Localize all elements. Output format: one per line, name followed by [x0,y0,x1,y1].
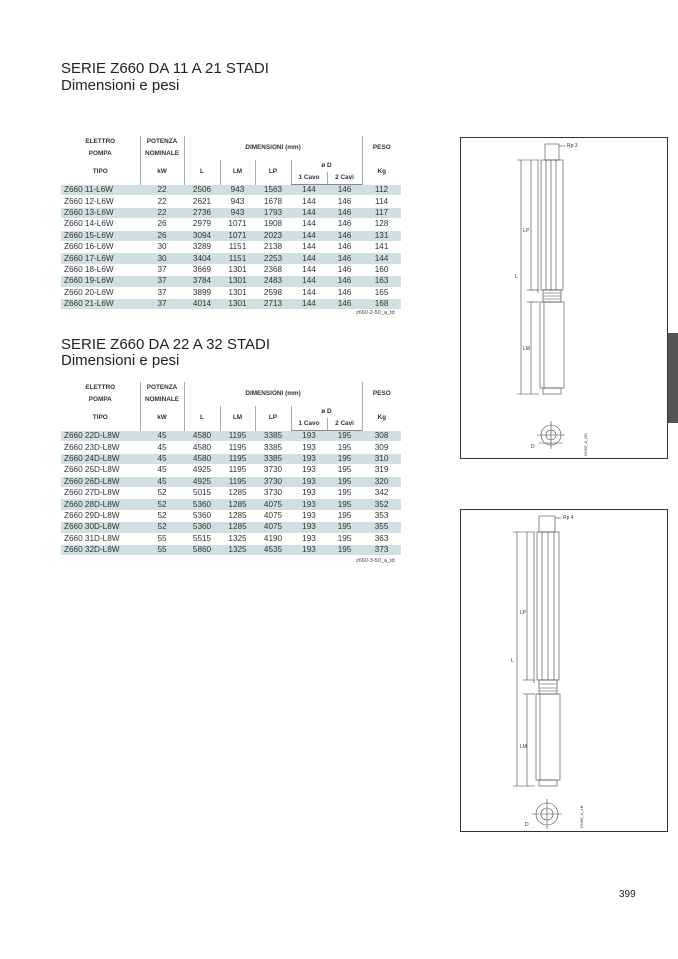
table-row [61,185,401,196]
table-cell: 22 [140,207,184,218]
table-cell: 52 [140,499,184,510]
table-cell: Z660 28D-L8W [61,499,140,510]
table1-code: z660-2-50_a_td [356,310,395,316]
table-cell: 195 [327,499,362,510]
section1-title: SERIE Z660 DA 11 A 21 STADI [61,60,269,77]
table-cell: 3730 [263,465,283,475]
table-cell: 30 [157,242,167,252]
table-cell: 193 [302,510,316,520]
table-cell: Z660 14-L6W [64,219,114,229]
table-cell: 1195 [228,465,247,475]
header-lm: LM [220,160,255,185]
header-peso: PESO [362,136,401,160]
table-cell: 195 [327,431,362,442]
table-cell: 3899 [192,287,212,297]
table-cell: 2253 [255,253,291,264]
table-cell: 144 [291,185,327,196]
table-cell: Z660 20-L6W [64,287,114,297]
table-cell: 45 [157,465,167,475]
table-cell: 943 [230,196,245,206]
table-cell: 146 [327,207,362,218]
table-cell: 195 [327,544,362,555]
table-row [61,544,401,555]
table-cell: 1301 [220,298,255,309]
rp-label-2: Rp 4 [563,515,574,521]
table-cell: 2621 [192,196,212,206]
table-cell: Z660 17-L6W [61,253,140,264]
table-cell: 1301 [228,287,247,297]
lm-label-1: LM [523,346,530,352]
table-cell: 195 [337,465,352,475]
table-cell: 5360 [192,510,212,520]
table-cell: 4580 [184,431,220,442]
rp-label-1: Rp 3 [567,143,578,149]
table-cell: 1325 [220,544,255,555]
header-1-cavo: 1 Cavo [291,172,327,185]
table-cell: 5515 [192,533,212,543]
section2-subtitle: Dimensioni e pesi [61,352,180,369]
table-cell: 3730 [263,488,283,498]
dimensions-table-1 [61,136,401,310]
table-cell: 193 [291,476,327,487]
table1-body [61,185,401,310]
table-cell: 26 [140,230,184,241]
table-cell: Z660 13-L6W [61,207,140,218]
header-2-cavi: 2 Cavi [327,418,362,431]
table-cell: 163 [362,276,401,287]
table-cell: 943 [220,185,255,196]
table-cell: 1285 [228,510,247,520]
table-cell: 5360 [184,522,220,533]
table-cell: 195 [337,510,352,520]
table-cell: 131 [362,230,401,241]
table-cell: 5015 [192,488,212,498]
table-cell: 195 [327,476,362,487]
table-cell: 2598 [263,287,283,297]
table-cell: 193 [291,431,327,442]
table-row [61,453,401,464]
table-cell: 30 [140,253,184,264]
table-cell: 1195 [220,431,255,442]
table-cell: 144 [291,253,327,264]
dimensions-table-2 [61,382,401,556]
table-cell: 128 [374,219,389,229]
header-lp: LP [255,160,291,185]
table-cell: 3094 [184,230,220,241]
table-cell: 1325 [228,533,247,543]
table-row [61,253,401,264]
d-label-2: D [525,822,529,828]
table-cell: 2138 [263,242,283,252]
table-cell: 22 [157,196,167,206]
table-row [61,510,401,521]
table-cell: 1151 [228,242,247,252]
table-cell: 160 [374,264,389,274]
header-nominale: NOMINALE [140,148,184,160]
table-cell: 144 [291,230,327,241]
table-cell: 2979 [192,219,212,229]
table-cell: 112 [362,185,401,196]
table-cell: 144 [302,196,316,206]
table2-code: z660-3-50_a_td [356,558,395,564]
table-cell: 1908 [263,219,283,229]
table-cell: 1285 [220,499,255,510]
table-cell: 1195 [220,453,255,464]
table-cell: 3784 [184,276,220,287]
table-cell: 144 [302,219,316,229]
table-cell: 195 [337,442,352,452]
table2-body [61,431,401,556]
header-1-cavo: 1 Cavo [291,418,327,431]
table-cell: Z660 27D-L8W [64,488,120,498]
l-label-2: L [511,658,514,664]
table-cell: 52 [157,488,167,498]
header-pompa: POMPA [88,150,112,157]
header-kg: Kg [362,406,401,431]
table-cell: 146 [327,253,362,264]
table-cell: Z660 19-L6W [61,276,140,287]
table-cell: 146 [327,276,362,287]
header-pompa: POMPA [88,396,112,403]
table-cell: 146 [327,185,362,196]
table-cell: 3289 [192,242,212,252]
table-cell: 168 [362,298,401,309]
table-cell: 146 [337,264,352,274]
header-od: ø D [291,406,362,418]
table-cell: Z660 12-L6W [64,196,114,206]
table-cell: 22 [140,185,184,196]
table-cell: Z660 16-L6W [64,242,114,252]
table-row [61,465,401,476]
lp-label-2: LP [520,610,527,616]
header-elettro: ELETTRO [85,138,116,145]
pump-drawing-1 [460,137,668,459]
pump-drawing-1-svg [461,138,667,458]
table-cell: 320 [362,476,401,487]
table-cell: 1678 [263,196,283,206]
header-l: L [184,406,220,431]
header-kg: Kg [362,160,401,185]
table-cell: 45 [157,442,167,452]
table-cell: 4925 [184,476,220,487]
table-cell: 5360 [184,499,220,510]
table-row [61,219,401,230]
lp-label-1: LP [523,228,530,234]
table-cell: 37 [157,264,167,274]
table-cell: 37 [157,287,167,297]
table-cell: 310 [362,453,401,464]
header-dimensioni: DIMENSIONI (mm) [184,382,362,406]
table-cell: 45 [140,431,184,442]
section1-subtitle: Dimensioni e pesi [61,77,180,94]
table-cell: 144 [362,253,401,264]
table-cell: 308 [362,431,401,442]
table-cell: 4075 [255,499,291,510]
table-cell: 943 [220,207,255,218]
table-row [61,196,401,207]
table-cell: 52 [140,522,184,533]
table-cell: 193 [291,453,327,464]
table-row [61,431,401,442]
table-cell: 3669 [192,264,212,274]
header-l: L [184,160,220,185]
table-cell: Z660 31D-L8W [64,533,120,543]
l-label-1: L [515,274,518,280]
table-row [61,241,401,252]
table-cell: 37 [140,298,184,309]
table-cell: Z660 18-L6W [64,264,114,274]
table-cell: Z660 26D-L8W [61,476,140,487]
table-cell: 309 [374,442,389,452]
table-cell: 144 [291,207,327,218]
header-peso: PESO [362,382,401,406]
table-cell: 3385 [255,453,291,464]
table-cell: 4580 [192,442,212,452]
table-cell: 4075 [255,522,291,533]
table-cell: 4014 [184,298,220,309]
table-cell: Z660 32D-L8W [61,544,140,555]
table-cell: 146 [337,196,352,206]
lm-label-2: LM [520,744,527,750]
table-cell: 55 [140,544,184,555]
table-cell: 1793 [255,207,291,218]
table-cell: 146 [337,242,352,252]
table-row [61,264,401,275]
table-cell: 2713 [255,298,291,309]
table-cell: 1301 [228,264,247,274]
table-cell: 1285 [228,488,247,498]
table-cell: 195 [337,533,352,543]
table-cell: 2736 [184,207,220,218]
table-cell: 1071 [220,230,255,241]
table-cell: 45 [140,453,184,464]
table-cell: 1195 [220,476,255,487]
table-cell: 1195 [228,442,247,452]
table-cell: 2368 [263,264,283,274]
table-cell: 4925 [192,465,212,475]
table-cell: 363 [374,533,389,543]
header-dimensioni: DIMENSIONI (mm) [184,136,362,160]
table-cell: 26 [157,219,167,229]
table-cell: 114 [375,196,389,206]
table-cell: Z660 22D-L8W [61,431,140,442]
table-cell: 4190 [263,533,283,543]
table-row [61,487,401,498]
table-cell: 342 [374,488,389,498]
table-cell: 141 [374,242,389,252]
table-row [61,499,401,510]
table-cell: 373 [362,544,401,555]
table-cell: Z660 24D-L8W [61,453,140,464]
table-cell: Z660 11-L6W [61,185,140,196]
table-cell: 195 [337,488,352,498]
table-cell: 1563 [255,185,291,196]
table-cell: Z660 23D-L8W [64,442,120,452]
table-cell: 146 [327,230,362,241]
table-cell: 117 [362,207,401,218]
table-cell: 52 [157,510,167,520]
header-elettro: ELETTRO [85,384,116,391]
table-cell: 352 [362,499,401,510]
table-row [61,476,401,487]
table-row [61,298,401,309]
section2-title: SERIE Z660 DA 22 A 32 STADI [61,336,270,353]
header-potenza: POTENZA [140,382,184,394]
drawing-code-1: DN65_A_DD [583,432,588,456]
table-cell: 55 [157,533,167,543]
table-cell: 2023 [255,230,291,241]
table-row [61,276,401,287]
table-row [61,442,401,453]
table-cell: 3404 [184,253,220,264]
page-number: 399 [619,889,636,900]
table-cell: 193 [291,499,327,510]
table-cell: 193 [302,488,316,498]
table-cell: 193 [291,544,327,555]
table-cell: 165 [374,287,389,297]
table-cell: 146 [337,219,352,229]
table-cell: 355 [362,522,401,533]
table-cell: 4535 [255,544,291,555]
table-cell: 2483 [255,276,291,287]
table-cell: 146 [337,287,352,297]
table-cell: 319 [374,465,389,475]
table-cell: 144 [302,242,316,252]
table-cell: Z660 21-L6W [61,298,140,309]
header-2-cavi: 2 Cavi [327,172,362,185]
header-potenza: POTENZA [140,136,184,148]
header-nominale: NOMINALE [140,394,184,406]
table-cell: 193 [302,465,316,475]
header-od: ø D [291,160,362,172]
table-cell: 1151 [220,253,255,264]
header-kw: kW [140,406,184,431]
table-cell: 5860 [184,544,220,555]
header-lp: LP [255,406,291,431]
table-cell: 1301 [220,276,255,287]
table-cell: 144 [302,264,316,274]
table-cell: 146 [327,298,362,309]
table-cell: 3385 [255,431,291,442]
d-label-1: D [531,444,535,450]
table-cell: Z660 25D-L8W [64,465,120,475]
table-row [61,533,401,544]
table-cell: 195 [327,453,362,464]
pump-drawing-2 [460,509,668,832]
table-cell: 45 [140,476,184,487]
table-cell: 3385 [263,442,283,452]
header-tipo: TIPO [92,414,108,422]
table-cell: 144 [291,276,327,287]
table-row [61,522,401,533]
table-cell: 193 [302,442,316,452]
header-tipo: TIPO [92,168,108,176]
table-cell: 195 [327,522,362,533]
table-cell: 353 [374,510,389,520]
table-cell: 144 [302,287,316,297]
table-cell: 2506 [184,185,220,196]
table-cell: 1071 [228,219,247,229]
header-lm: LM [220,406,255,431]
table-cell: 193 [302,533,316,543]
table-cell: Z660 29D-L8W [64,510,120,520]
table-row [61,230,401,241]
table-cell: 144 [291,298,327,309]
drawing-code-2: DN65_A_1B [579,805,584,828]
table-row [61,287,401,298]
table-cell: 37 [140,276,184,287]
pump-drawing-2-svg [461,510,667,831]
table-row [61,207,401,218]
header-kw: kW [140,160,184,185]
table-cell: 1285 [220,522,255,533]
table-cell: 3730 [255,476,291,487]
table-cell: 4580 [184,453,220,464]
table-cell: 193 [291,522,327,533]
table-cell: 4075 [263,510,283,520]
table-cell: Z660 15-L6W [61,230,140,241]
table-cell: Z660 30D-L8W [61,522,140,533]
